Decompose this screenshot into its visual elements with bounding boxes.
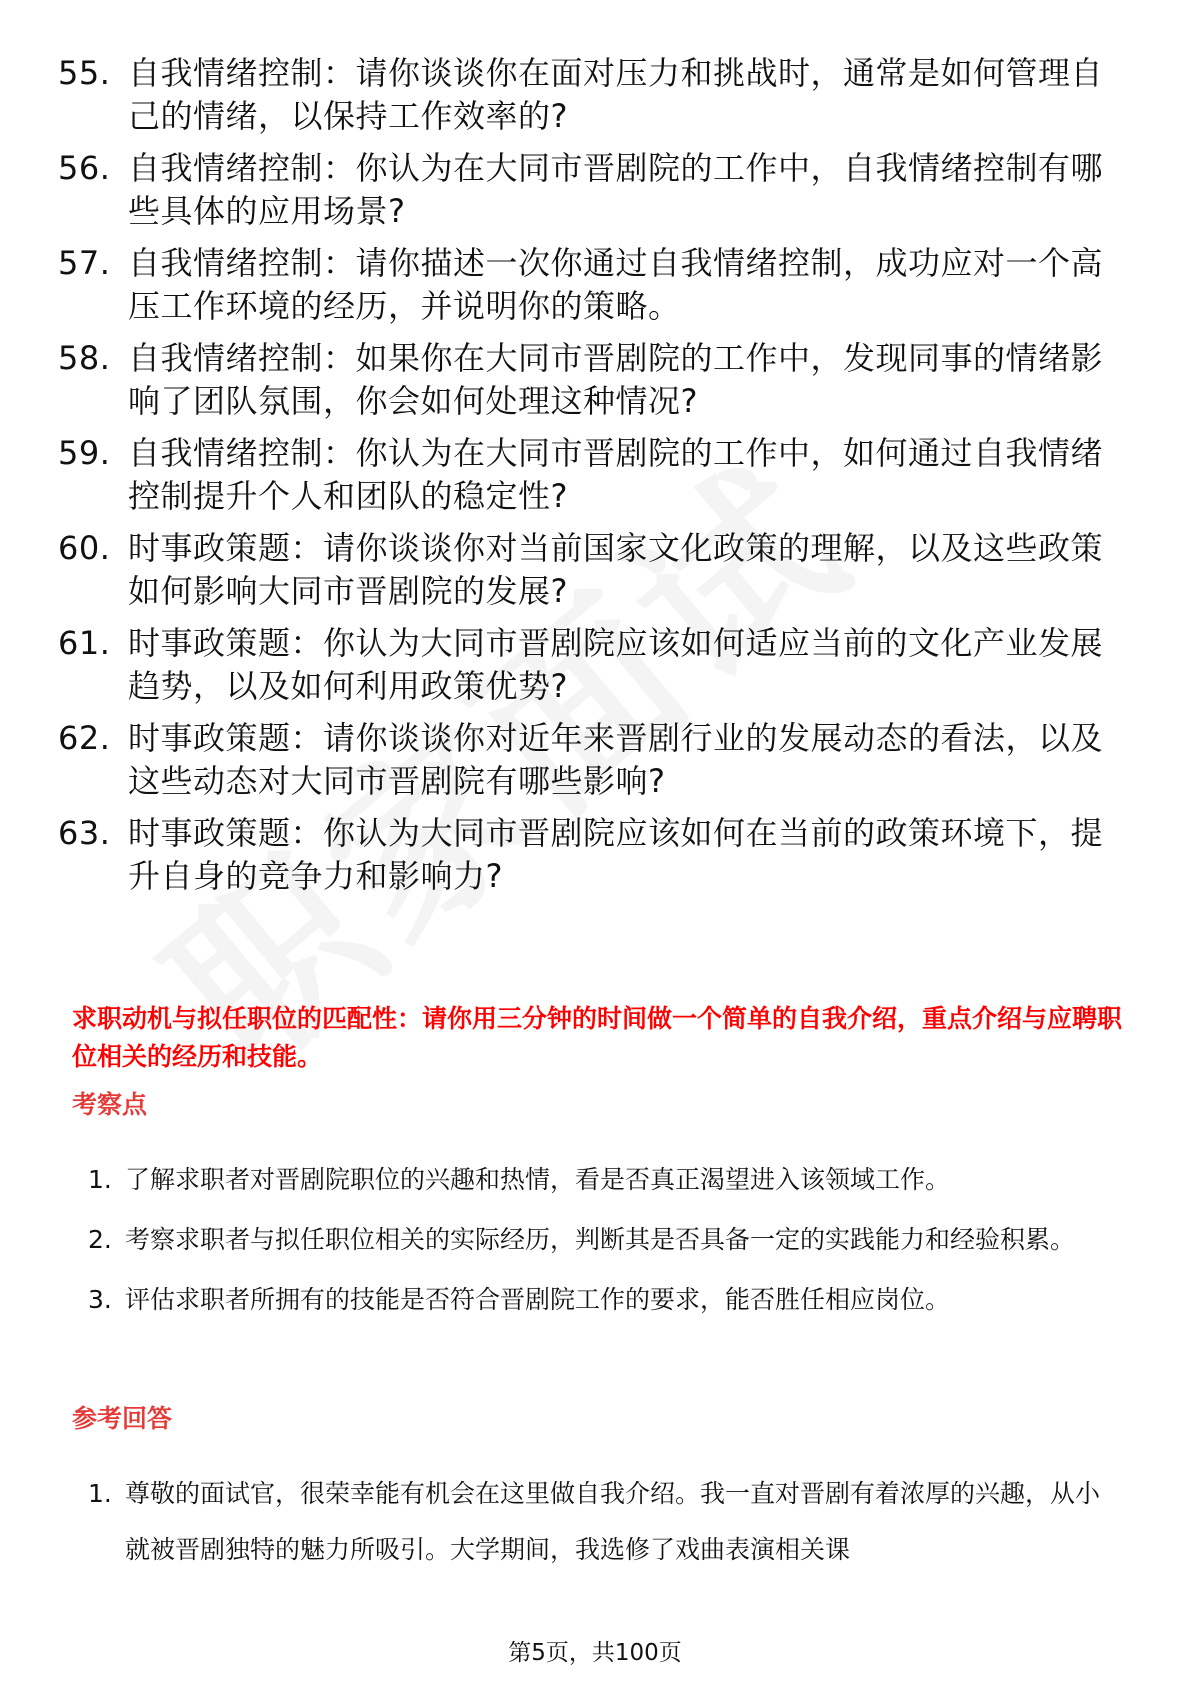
question-number: 55.	[58, 54, 111, 92]
question-item	[58, 527, 1118, 613]
question-number: 59.	[58, 434, 111, 472]
question-item	[58, 242, 1118, 328]
question-text: 时事政策题：请你谈谈你对当前国家文化政策的理解，以及这些政策如何影响大同市晋剧院的发展?	[128, 529, 1104, 610]
question-item	[58, 622, 1118, 708]
question-list	[58, 52, 1118, 907]
question-item	[58, 812, 1118, 898]
point-number: 2.	[88, 1225, 112, 1254]
question-text: 时事政策题：请你谈谈你对近年来晋剧行业的发展动态的看法，以及这些动态对大同市晋剧院有哪些影响?	[128, 719, 1104, 800]
point-number: 1.	[88, 1165, 112, 1194]
question-text: 时事政策题：你认为大同市晋剧院应该如何在当前的政策环境下，提升自身的竞争力和影响力?	[128, 814, 1104, 895]
question-number: 63.	[58, 814, 111, 852]
question-item	[58, 717, 1118, 803]
question-number: 58.	[58, 339, 111, 377]
question-item	[58, 432, 1118, 518]
question-number: 61.	[58, 624, 111, 662]
inspect-heading: 考察点	[72, 1090, 148, 1119]
point-text: 尊敬的面试官，很荣幸能有机会在这里做自我介绍。我一直对晋剧有着浓厚的兴趣，从小就被晋剧独特的魅力所吸引。大学期间，我选修了戏曲表演相关课	[125, 1479, 1101, 1564]
point-text: 考察求职者与拟任职位相关的实际经历，判断其是否具备一定的实践能力和经验积累。	[125, 1225, 1076, 1254]
answer-points-list	[80, 1466, 1120, 1582]
question-item	[58, 52, 1118, 138]
question-number: 57.	[58, 244, 111, 282]
question-text: 自我情绪控制：你认为在大同市晋剧院的工作中，自我情绪控制有哪些具体的应用场景?	[128, 149, 1104, 230]
question-number: 56.	[58, 149, 111, 187]
inspect-points-list	[80, 1152, 1120, 1332]
inspect-point	[80, 1212, 1120, 1268]
answer-heading: 参考回答	[72, 1404, 173, 1433]
point-text: 了解求职者对晋剧院职位的兴趣和热情，看是否真正渴望进入该领域工作。	[125, 1165, 951, 1194]
point-number: 1.	[88, 1479, 112, 1508]
inspect-point	[80, 1152, 1120, 1208]
point-text: 评估求职者所拥有的技能是否符合晋剧院工作的要求，能否胜任相应岗位。	[125, 1285, 951, 1314]
question-text: 自我情绪控制：请你谈谈你在面对压力和挑战时，通常是如何管理自己的情绪，以保持工作效率的?	[128, 54, 1104, 135]
question-item	[58, 147, 1118, 233]
question-text: 自我情绪控制：请你描述一次你通过自我情绪控制，成功应对一个高压工作环境的经历，并说明你的策略。	[128, 244, 1104, 325]
question-item	[58, 337, 1118, 423]
question-text: 自我情绪控制：你认为在大同市晋剧院的工作中，如何通过自我情绪控制提升个人和团队的稳定性?	[128, 434, 1104, 515]
point-number: 3.	[88, 1285, 112, 1314]
section-title: 求职动机与拟任职位的匹配性：请你用三分钟的时间做一个简单的自我介绍，重点介绍与应聘职位相关的经历和技能。	[72, 1004, 1123, 1071]
question-text: 自我情绪控制：如果你在大同市晋剧院的工作中，发现同事的情绪影响了团队氛围，你会如何处理这种情况?	[128, 339, 1104, 420]
question-number: 60.	[58, 529, 111, 567]
inspect-point	[80, 1272, 1120, 1328]
page-footer: 第5页，共100页	[508, 1640, 682, 1666]
answer-point	[80, 1466, 1120, 1578]
question-number: 62.	[58, 719, 111, 757]
question-text: 时事政策题：你认为大同市晋剧院应该如何适应当前的文化产业发展趋势，以及如何利用政策优势?	[128, 624, 1104, 705]
